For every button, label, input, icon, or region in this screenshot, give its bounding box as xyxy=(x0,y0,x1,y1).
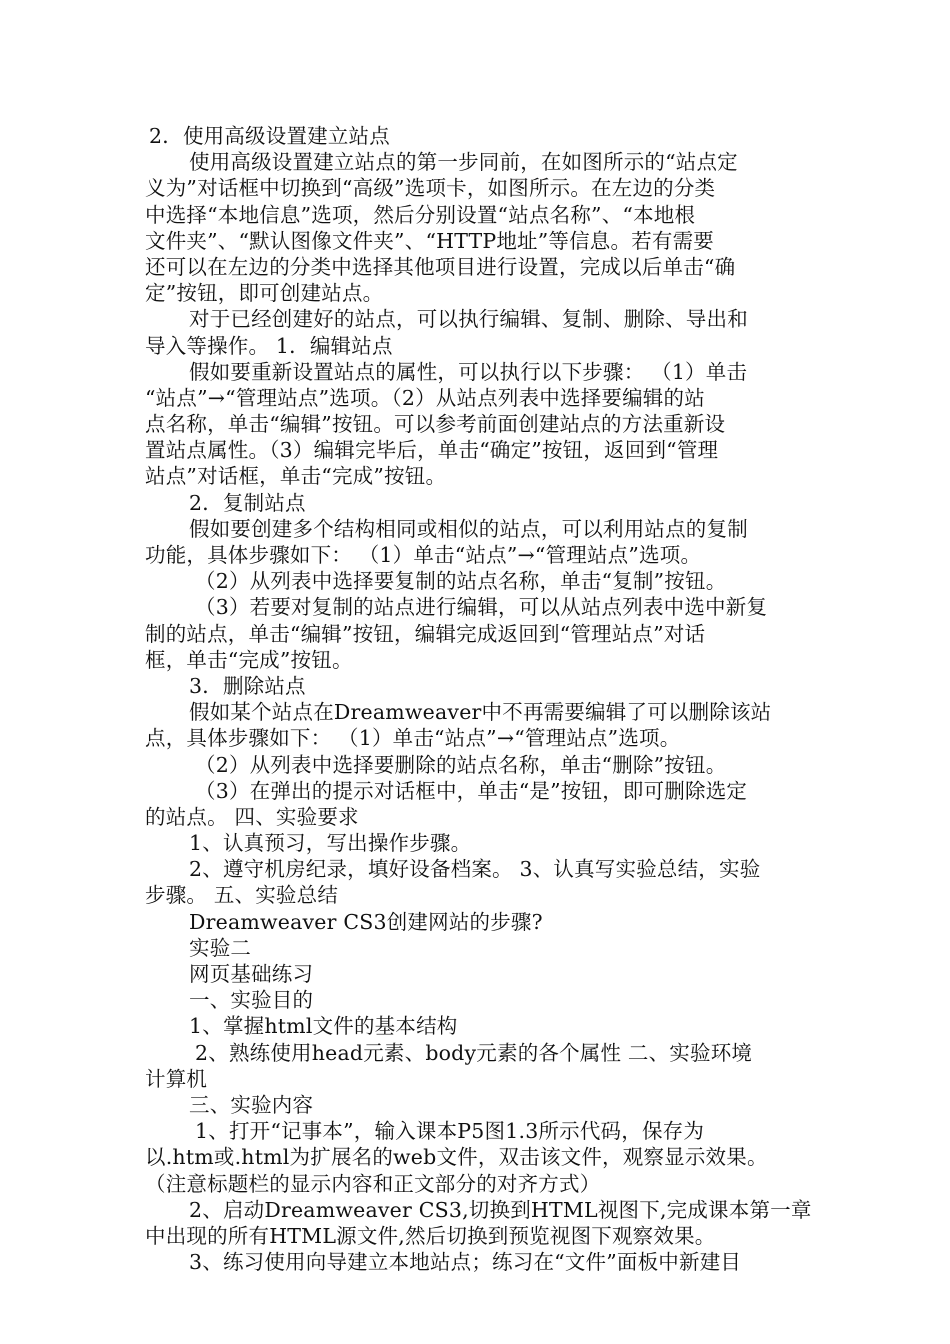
text-line: 假如要重新设置站点的属性，可以执行以下步骤： （1）单击 xyxy=(189,359,748,384)
text-line: 的站点。 四、实验要求 xyxy=(145,804,359,829)
text-line: 假如要创建多个结构相同或相似的站点，可以利用站点的复制 xyxy=(189,516,748,541)
text-line: （注意标题栏的显示内容和正文部分的对齐方式） xyxy=(145,1171,601,1196)
text-line: 框，单击“完成”按钮。 xyxy=(145,647,353,672)
text-line: 1、认真预习，写出操作步骤。 xyxy=(189,831,472,856)
text-line: （3）在弹出的提示对话框中，单击“是”按钮，即可删除选定 xyxy=(195,778,748,803)
text-line: 功能，具体步骤如下： （1）单击“站点”→“管理站点”选项。 xyxy=(145,543,702,567)
text-line: 2、启动Dreamweaver CS3,切换到HTML视图下,完成课本第一章 xyxy=(189,1197,812,1222)
text-line: 2．使用高级设置建立站点 xyxy=(149,124,390,148)
text-line: 三、实验内容 xyxy=(189,1092,314,1117)
text-line: Dreamweaver CS3创建网站的步骤? xyxy=(189,909,543,934)
text-line: 1、打开“记事本”，输入课本P5图1.3所示代码，保存为 xyxy=(195,1119,705,1144)
text-line: 2、熟练使用head元素、body元素的各个属性 二、实验环境 xyxy=(195,1040,753,1065)
text-line: 中选择“本地信息”选项，然后分别设置“站点名称”、“本地根 xyxy=(145,202,696,227)
text-line: 置站点属性。（3）编辑完毕后，单击“确定”按钮，返回到“管理 xyxy=(145,438,719,463)
text-line: “站点”→“管理站点”选项。（2）从站点列表中选择要编辑的站 xyxy=(145,385,705,410)
text-line: 制的站点，单击“编辑”按钮，编辑完成返回到“管理站点”对话 xyxy=(145,621,706,646)
text-line: （2）从列表中选择要删除的站点名称，单击“删除”按钮。 xyxy=(195,752,727,777)
text-line: 2、遵守机房纪录，填好设备档案。 3、认真写实验总结，实验 xyxy=(189,857,761,882)
text-line: 网页基础练习 xyxy=(189,962,314,986)
text-line: （2）从列表中选择要复制的站点名称，单击“复制”按钮。 xyxy=(195,569,727,594)
text-line: 使用高级设置建立站点的第一步同前，在如图所示的“站点定 xyxy=(189,150,738,175)
text-line: 站点”对话框，单击“完成”按钮。 xyxy=(145,464,447,489)
text-line: 文件夹”、“默认图像文件夹”、“HTTP地址”等信息。若有需要 xyxy=(145,228,714,253)
text-line: 1、掌握html文件的基本结构 xyxy=(189,1014,458,1039)
text-line: 2．复制站点 xyxy=(189,490,306,515)
text-line: 一、实验目的 xyxy=(189,988,314,1013)
text-line: 3、练习使用向导建立本地站点；练习在“文件”面板中新建目 xyxy=(189,1250,742,1275)
text-line: 计算机 xyxy=(145,1066,208,1091)
text-line: 中出现的所有HTML源文件,然后切换到预览视图下观察效果。 xyxy=(145,1223,716,1248)
text-line: 点，具体步骤如下： （1）单击“站点”→“管理站点”选项。 xyxy=(145,726,681,751)
text-line: 实验二 xyxy=(189,935,252,960)
text-line: 步骤。 五、实验总结 xyxy=(145,883,339,908)
text-line: 导入等操作。 1．编辑站点 xyxy=(145,333,393,358)
text-line: （3）若要对复制的站点进行编辑，可以从站点列表中选中新复 xyxy=(195,595,768,620)
text-line: 以.htm或.html为扩展名的web文件，双击该文件，观察显示效果。 xyxy=(145,1145,768,1170)
text-line: 3．删除站点 xyxy=(189,673,306,698)
text-line: 对于已经创建好的站点，可以执行编辑、复制、删除、导出和 xyxy=(189,307,748,332)
text-line: 假如某个站点在Dreamweaver中不再需要编辑了可以删除该站 xyxy=(189,700,772,725)
document-body xyxy=(145,123,810,1275)
text-line: 义为”对话框中切换到“高级”选项卡，如图所示。在左边的分类 xyxy=(145,176,716,201)
text-line: 还可以在左边的分类中选择其他项目进行设置，完成以后单击“确 xyxy=(145,254,736,279)
text-line: 点名称，单击“编辑”按钮。可以参考前面创建站点的方法重新设 xyxy=(145,412,726,437)
text-line: 定”按钮，即可创建站点。 xyxy=(145,281,384,306)
